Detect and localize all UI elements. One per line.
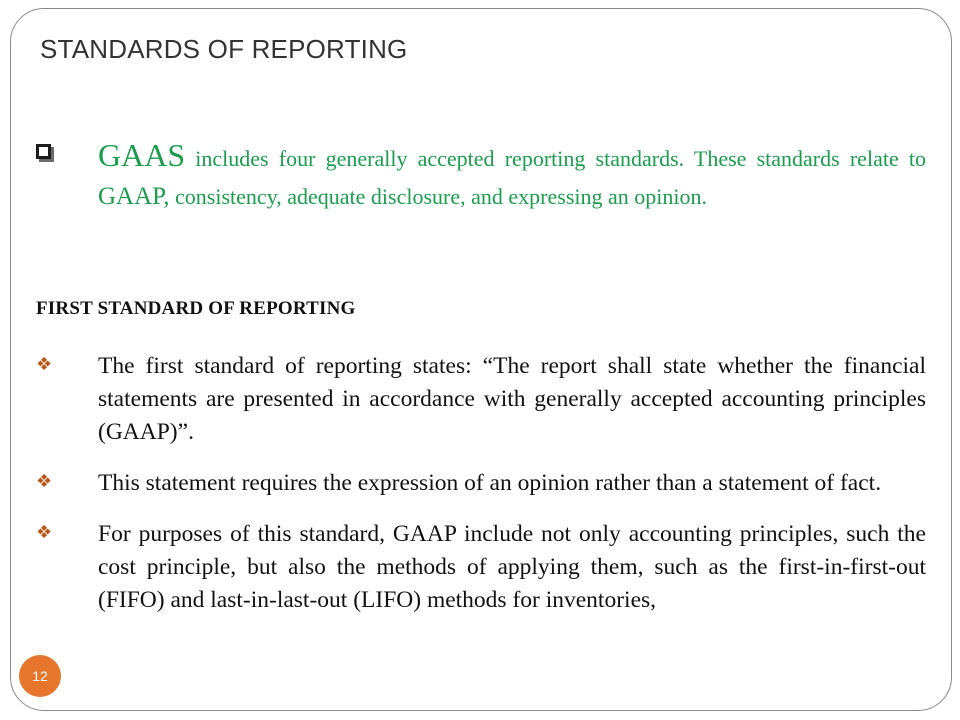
intro-text [98,136,926,216]
diamond-bullet-icon: ❖ [36,522,53,543]
slide-title: STANDARDS OF REPORTING [40,34,408,64]
list-item [36,467,926,500]
gaas-term: GAAS [98,137,186,173]
bullet-text: This statement requires the expression of an opinion rather than a statement of fact. [98,470,882,496]
diamond-bullet-icon: ❖ [36,471,53,492]
page-number-badge: 12 [19,655,61,697]
square-bullet-icon [36,144,51,159]
section-subheading: FIRST STANDARD OF REPORTING [36,298,356,319]
intro-paragraph [36,136,926,216]
bullet-text: The first standard of reporting states: “The report shall state whether the financial statements are presented in accordance with generally accepted accounting principles (GAAP)”. [98,353,926,445]
bullet-text: For purposes of this standard, GAAP include not only accounting principles, such the cost principle, but also the methods of applying them, such as the first-in-first-out (FIFO) and last-in-last-out (LIFO) methods for inventories, [98,521,926,613]
diamond-bullet-icon: ❖ [36,354,53,375]
gaap-term: GAAP, [98,183,170,210]
intro-text-part1: includes four generally accepted reporting standards. These standards relate to [185,146,926,171]
list-item [36,350,926,449]
intro-text-part2: consistency, adequate disclosure, and expressing an opinion. [169,184,707,209]
list-item [36,518,926,617]
bullet-list [36,350,926,635]
